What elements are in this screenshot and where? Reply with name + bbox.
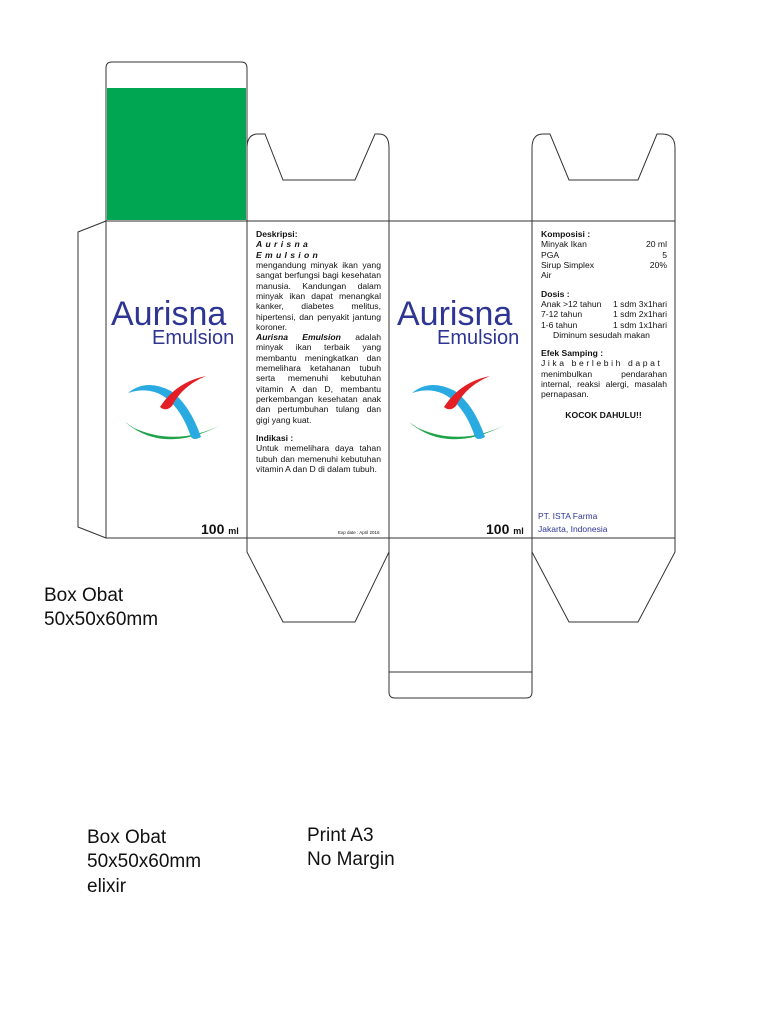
manufacturer (538, 510, 607, 536)
manufacturer-city: Jakarta, Indonesia (538, 523, 608, 534)
box-note-2 (87, 826, 201, 899)
top-dust-flap-left (247, 134, 389, 221)
brand-sub-back: Emulsion (437, 327, 520, 349)
bottom-tuck-tab (389, 672, 532, 698)
green-top-panel (107, 88, 246, 220)
brand-name-front: Aurisna (111, 295, 227, 333)
bottom-dust-flap-left (247, 538, 389, 622)
composition-name: PGA (541, 249, 560, 260)
shake-warning: KOCOK DAHULU!! (565, 410, 642, 420)
description-brand-spaced: Aurisna Emulsion (256, 239, 322, 260)
composition-amount: 5 (662, 249, 667, 260)
dosage-dose: 1 sdm 1x1hari (613, 319, 667, 330)
volume-value-back: 100 (486, 521, 510, 537)
dosage-dose: 1 sdm 2x1hari (613, 309, 667, 320)
side-effects-text-1: Jika berlebih dapat (541, 358, 663, 369)
description-heading: Deskripsi: (256, 229, 298, 239)
volume-front (201, 521, 239, 537)
composition-row (541, 270, 667, 280)
bottom-tuck-lid (389, 538, 532, 672)
top-dust-flap-right (532, 134, 675, 221)
dosage-heading: Dosis : (541, 288, 570, 299)
composition-panel (541, 229, 667, 400)
side-effects-text-2: menimbulkan pendarahan internal, reaksi alergi, masalah pernapasan. (541, 368, 667, 400)
logo-mark-front (125, 376, 221, 439)
indication-heading: Indikasi : (256, 432, 294, 443)
description-brand-bold: Aurisna Emulsion (256, 332, 341, 343)
box-note-2-line-2: 50x50x60mm (87, 851, 202, 873)
print-note (307, 824, 395, 873)
dosage-row (541, 309, 667, 319)
indication-text: Untuk memelihara daya tahan tubuh dan memenuhi kebutuhan vitamin A dan D di dalam tubuh. (256, 443, 381, 474)
volume-unit-back: ml (513, 526, 524, 536)
description-paragraph-1: mengandung minyak ikan yang sangat berfungsi bagi kesehatan manusia. Kandungan dalam minyak ikan dapat menangkal kanker, diabetes melitus, hipertensi, dan penyakit jantung koroner. (256, 259, 381, 332)
brand-name-back: Aurisna (397, 295, 513, 333)
dosage-row (541, 299, 667, 309)
box-note-2-line-1: Box Obat (87, 827, 167, 848)
back-front-panel-outline (389, 221, 532, 538)
box-note-1-line-2: 50x50x60mm (44, 609, 159, 631)
composition-amount: 20% (649, 259, 667, 270)
volume-unit: ml (228, 526, 239, 536)
composition-name: Minyak Ikan (541, 239, 587, 250)
description-paragraph-2-text: adalah minyak ikan terbaik yang membantu meningkatkan dan memelihara ketahanan tubuh serta memenuhi kebutuhan vitamin A dan D, membantu perkembangan kesehatan anak dan pertumbuhan tulang dan gigi yang kuat. (256, 332, 382, 425)
brand-sub-front: Emulsion (152, 327, 235, 349)
volume-value: 100 (201, 521, 225, 537)
print-note-line-2: No Margin (307, 849, 395, 871)
dosage-dose: 1 sdm 3x1hari (613, 298, 667, 309)
composition-row (541, 239, 667, 249)
composition-row (541, 250, 667, 260)
composition-heading: Komposisi : (541, 229, 591, 239)
front-panel-outline (106, 221, 247, 538)
volume-back (486, 521, 524, 537)
composition-name: Sirup Simplex (541, 259, 595, 270)
dosage-note: Diminum sesudah makan (553, 329, 650, 340)
dosage-age: Anak >12 tahun (541, 298, 602, 309)
box-note-1 (44, 584, 158, 633)
dosage-age: 7-12 tahun (541, 309, 583, 320)
glue-flap (78, 221, 106, 538)
side-effects-heading: Efek Samping : (541, 348, 604, 359)
composition-row (541, 260, 667, 270)
description-panel (256, 229, 381, 474)
composition-amount: 20 ml (645, 239, 667, 250)
box-note-1-line-1: Box Obat (44, 585, 124, 606)
dosage-age: 1-6 tahun (541, 319, 578, 330)
expiry-date: Exp date : April 2016 (338, 530, 380, 535)
manufacturer-name: PT. ISTA Farma (538, 511, 598, 521)
description-paragraph-2 (256, 332, 381, 425)
box-note-2-line-3: elixir (87, 875, 127, 897)
dosage-row (541, 320, 667, 330)
composition-name: Air (541, 270, 552, 281)
bottom-dust-flap-right (532, 538, 675, 622)
logo-mark-back (409, 376, 505, 439)
print-note-line-1: Print A3 (307, 825, 374, 846)
